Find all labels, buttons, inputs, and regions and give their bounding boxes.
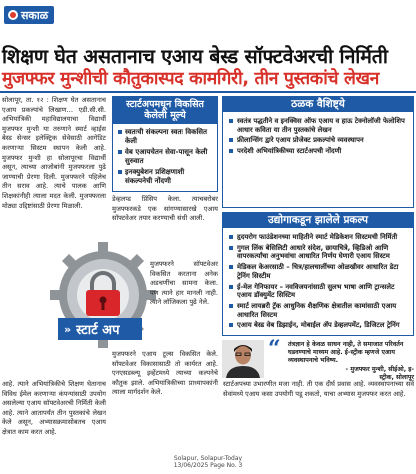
startup-values-title: स्टार्टअपमधून विकसित केलेली मूल्ये [113,97,217,124]
article-column-2b: मुजफ्फरने सॉफ्टवेअर विकसित करताना अनेक अडचणींचा सामना केला. पण त्याने हार मानली नाही. त्याने लॉजिकला पुढे नेले. [150,260,218,307]
industry-projects-item: ई-मेल गेनिफायर – नवविजयनांसाठी सुलभ भाषा आणि ट्रान्सलेट एआय डॉक्युमेंट सिस्टिम [229,283,408,300]
logo-text: सकाळ [21,8,49,22]
key-features-item: परदेशी अभियांत्रिकीच्या स्टार्टअपची नोंदणी [229,147,408,156]
industry-projects-item: गुगल लिंक बेसिलिटी आधारे संदेश, छायाचित्रे, व्हिडिओ आणि वापरकर्त्यांचा अनुभवांचा आधारित निर्णय घेणारी एआय सिस्टम [229,244,408,261]
masthead [0,0,416,30]
header-divider [0,91,416,93]
key-features-item: स्वतंत्र पद्धतीने व इनक्विस ऑफ एआय व हाऊ टेक्नोलॉजी फेलोशिप आधार कविता या तीन पुस्तकांचे लेखन [229,117,408,134]
industry-projects-item: स्मार्ट लायब्ररी ट्रॅक आधुनिक शैक्षणिक क्षेत्रातील कामांसाठी एआय आधारित सिस्टम [229,302,408,319]
newspaper-logo [4,6,54,24]
key-features-box [222,96,414,208]
article-column-1: सोलापूर, ता. १२ : शिक्षण घेत असतानाच एआय प्रकल्पांचे लिखाण… एडी.सी.सी. अभियांत्रिकी महाविद्यालयाचा विद्यार्थी मुजफ्फर मुन्शी या तरुणाने स्मार्ट व्हाईस बेस्ड सेन्सर इलेक्ट्रिक सेवेसाठी आगेडिट करणाऱ्या सिस्टम स्थापन केली आहे. मुजफ्फर मुन्शी हा सोलापूरचा विद्यार्थी असून, त्याच्या आजोबांनी मुजफ्फरला पुढे जाण्याची प्रेरणा दिली. मुजफ्फरने पहिलेच तीन सराव आहे. त्याचे पालक आणि शिक्षकांनीही त्याला मदत केली. मुजफ्फरला मोठ्या उद्दिष्टांसाठी प्रेरणा मिळाली. [2,96,106,210]
quote-author: - मुजफ्फर मुन्शी, सीईओ, इ-स्ट्रीक, सोलापूर [345,366,414,381]
industry-projects-item: एआय बेस्ड वेब डिझाईन, मोबाईल ॲप डेव्हलपमेंट, डिजिटल ट्रेनिंग [229,321,408,330]
industry-projects-box [222,212,414,336]
footer-edition: Solapur, Solapur-Today [173,455,243,462]
article-column-3: स्टार्टअपच्या उभारणीत मजा नाही. ती एक दीर्घ प्रवास आहे. व्यवस्थापनाच्या सर्व सेवांमध्ये एआय कसा उपयोगी पडू शकतो, याचा अभ्यास मुजफ्फर करत आहे. [223,380,414,398]
footer-date-page: 13/06/2025 Page No. 3 [173,462,243,469]
quote-text: तंत्रज्ञान हे केवळ साधन नाही, ते समाजात परिवर्तन घडवण्याचे माध्यम आहे. ई-स्ट्रीक म्हणजे एआय व्यवस्थापनाचे भविष्य. [288,341,404,364]
startup-values-item: स्वतःची संकल्पना स्वतः विकसित केली [118,128,213,146]
sun-logo-icon [8,10,18,20]
industry-projects-title: उद्योगाकडून झालेले प्रकल्प [223,213,413,228]
industry-projects-item: हृदयरोग फाउंडेशनच्या माहितीने स्मार्ट मेडिकेशन सिस्टमची निर्मिती [229,233,408,242]
startup-tag-label: स्टार्ट अप [76,323,120,338]
author-portrait [222,340,264,378]
industry-projects-item: मेडिकल केअरसाठी – चित्र/हालचालींच्या ओळखीवर आधारित डेटा ट्रेनिंग सिस्टीम [229,263,408,280]
startup-values-item: वेब एआयचेतन सेवा-पासून केली सुरुवात [118,148,213,166]
startup-values-item: इनक्युबेशन प्रशिक्षणाशी संकल्पनेची नोंदणी [118,168,213,186]
article-column-2c: मुजफ्फरने एआय टूल्स विकसित केले. सॉफ्टवेअर विकासासाठी तो कार्यरत आहे. एनएसडब्ल्यू इव्हेंटमध्ये त्याच्या कल्पनेचे कौतुक झाले. अभियांत्रिकीच्या प्राध्यापकांनी त्याला मार्गदर्शन केले. [112,350,218,397]
startup-values-box [112,96,218,192]
quote-mark-icon: “ [268,336,281,362]
article-column-1b: आहे. त्याने अभियांत्रिकीचे शिक्षण घेतानाच विविध ईमेल करणाऱ्या कंपन्यांसाठी उपयोग असलेल्या एआय सॉफ्टवेअरची निर्मिती केली आहे. त्याने आतापर्यंत तीन पुस्तकांचे लेखन केले असून, अभ्यासक्रमासोबतच एआय क्षेत्रात काम करत आहे. [2,380,106,436]
double-chevron-icon: » [64,322,72,336]
article-column-2: डेव्हलप्ड प्रिंसिप केला. त्याचबरोबर मुजफ्फरकडे एक सांगण्यासारखे एआय सॉफ्टवेअर तयार करण्याची संधी आली. [112,195,218,223]
article-subheadline: मुजफ्फर मुन्शीची कौतुकास्पद कामगिरी, तीन पुस्तकांचे लेखन [2,69,380,89]
page-footer [0,455,416,469]
article-headline: शिक्षण घेत असतानाच एआय बेस्ड सॉफ्टवेअरची निर्मिती [2,45,388,68]
key-features-title: ठळक वैशिष्ट्ये [223,97,413,112]
quote-block [222,336,414,381]
key-features-item: फ्रीलान्सिंग द्वारे एआय प्रोजेक्ट प्रकल्पांचे व्यवस्थापन [229,136,408,145]
startup-tag [58,318,142,340]
